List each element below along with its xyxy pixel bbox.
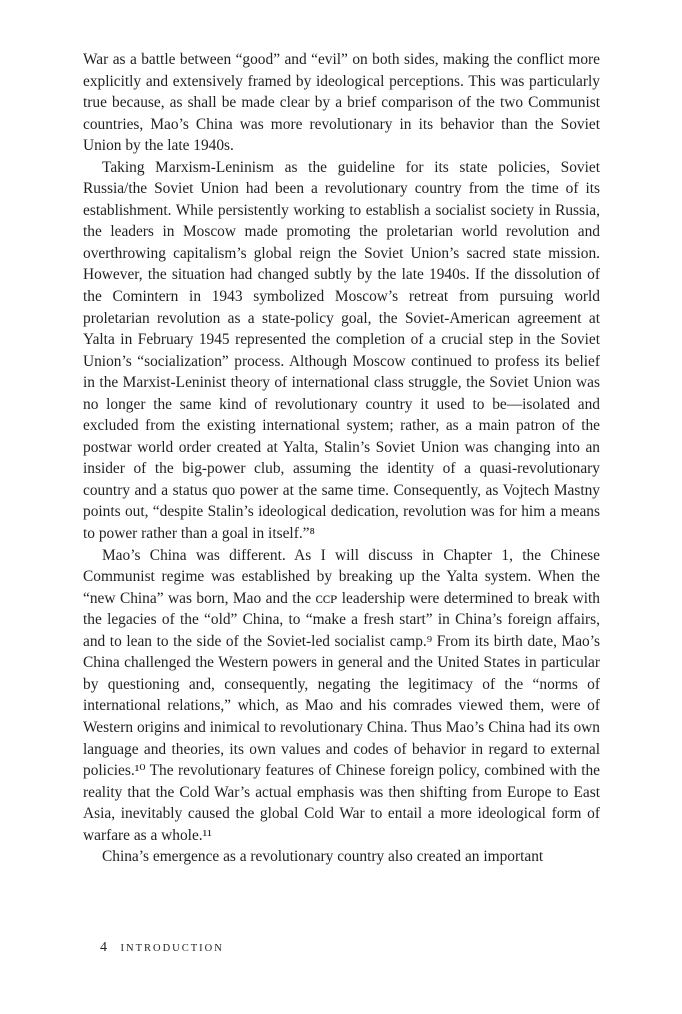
page-number: 4 (100, 940, 107, 955)
paragraph: Taking Marxism-Leninism as the guideline for its state policies, Soviet Russia/the Soviet Union had been a revolutionary country from the time of its establishment. While persistently working to establish a socialist society in Russia, the leaders in Moscow made promoting the proletarian world revolution and overthrowing capitalism’s global reign the Soviet Union’s sacred state mission. However, the situation had changed subtly by the late 1940s. If the dissolution of the Comintern in 1943 symbolized Moscow’s retreat from pursuing world proletarian revolution as a state-policy goal, the Soviet-American agreement at Yalta in February 1945 represented the completion of a crucial step in the Soviet Union’s “socialization” process. Although Moscow continued to profess its belief in the Marxist-Leninist theory of international class struggle, the Soviet Union was no longer the same kind of revolutionary country it used to be—isolated and excluded from the existing international system; rather, as a main patron of the postwar world order created at Yalta, Stalin’s Soviet Union was changing into an insider of the big-power club, assuming the identity of a quasi-revolutionary country and a status quo power at the same time. Consequently, as Vojtech Mastny points out, “despite Stalin’s ideological dedication, revolution was for him a means to power rather than a goal in itself.”⁸ (83, 158, 600, 543)
running-footer (100, 940, 224, 956)
body-text (83, 49, 600, 868)
paragraph-continued: War as a battle between “good” and “evil” on both sides, making the conflict more explicitly and extensively framed by ideological perceptions. This was particularly true because, as shall be made clear by a brief comparison of the two Communist countries, Mao’s China was more revolutionary in its behavior than the Soviet Union by the late 1940s. (83, 51, 600, 155)
paragraph: Mao’s China was different. As I will discuss in Chapter 1, the Chinese Communist regime was established by breaking up the Yalta system. When the “new China” was born, Mao and the ᴄᴄᴘ leadership were determined to break with the legacies of the “old” China, to “make a fresh start” in China’s foreign affairs, and to lean to the side of the Soviet-led socialist camp.⁹ From its birth date, Mao’s China challenged the Western powers in general and the United States in particular by questioning and, consequently, negating the legitimacy of the “norms of international relations,” which, as Mao and his comrades viewed them, were of Western origins and inimical to revolutionary China. Thus Mao’s China had its own language and theories, its own values and codes of behavior in regard to external policies.¹⁰ The revolutionary features of Chinese foreign policy, combined with the reality that the Cold War’s actual emphasis was then shifting from Europe to East Asia, inevitably caused the global Cold War to entail a more ideological form of warfare as a whole.¹¹ (83, 546, 600, 844)
section-title: INTRODUCTION (120, 943, 224, 954)
paragraph: China’s emergence as a revolutionary country also created an important (102, 848, 544, 866)
